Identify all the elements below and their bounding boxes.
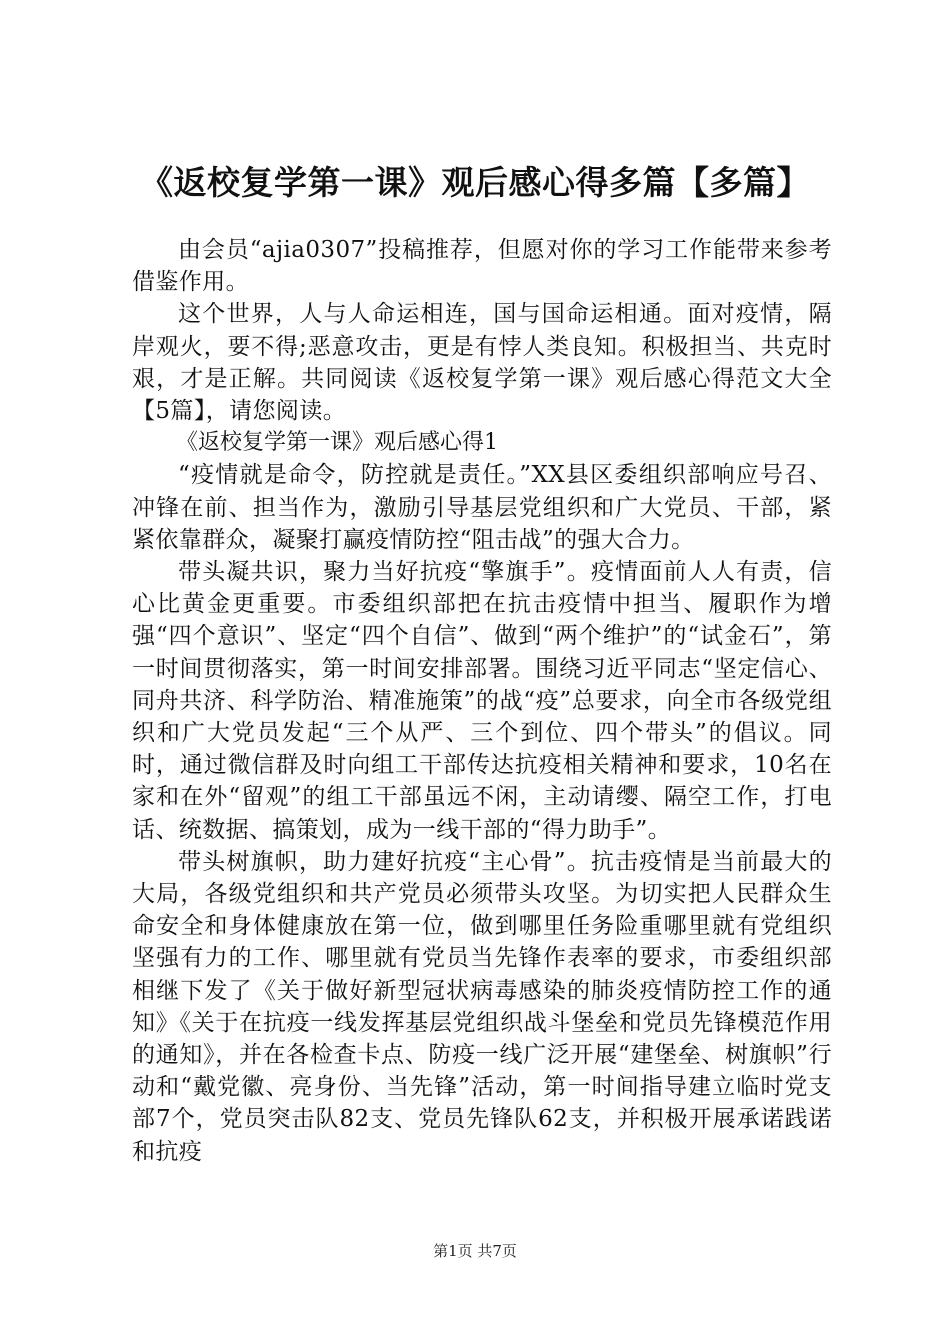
paragraph-2: 带头凝共识，聚力当好抗疫“擎旗手”。疫情面前人人有责，信心比黄金更重要。市委组织部把在抗击疫情中担当、履职作为增强“四个意识”、坚定“四个自信”、做到“两个维护”的“试金石”，第一时间贯彻落实，第一时间安排部署。围绕习近平同志“坚定信心、同舟共济、科学防治、精准施策”的战“疫”总要求，向全市各级党组织和广大党员发起“三个从严、三个到位、四个带头”的倡议。同时，通过微信群及时向组工干部传达抗疫相关精神和要求，10名在家和在外“留观”的组工干部虽远不闲，主动请缨、隔空工作，打电话、统数据、搞策划，成为一线干部的“得力助手”。 <box>132 559 832 843</box>
paragraph-intro: 这个世界，人与人命运相连，国与国命运相通。面对疫情，隔岸观火，要不得;恶意攻击，更是有悖人类良知。积极担当、共克时艰，才是正解。共同阅读《返校复学第一课》观后感心得范文大全【5篇】，请您阅读。 <box>132 301 832 425</box>
page-footer: 第1页 共7页 <box>433 1242 517 1260</box>
section-heading-1: 《返校复学第一课》观后感心得1 <box>176 430 498 456</box>
paragraph-3: 带头树旗帜，助力建好抗疫“主心骨”。抗击疫情是当前最大的大局，各级党组织和共产党员必须带头攻坚。为切实把人民群众生命安全和身体健康放在第一位，做到哪里任务险重哪里就有党组织坚强有力的工作、哪里就有党员当先锋作表率的要求，市委组织部相继下发了《关于做好新型冠状病毒感染的肺炎疫情防控工作的通知》《关于在抗疫一线发挥基层党组织战斗堡垒和党员先锋模范作用的通知》，并在各检查卡点、防疫一线广泛开展“建堡垒、树旗帜”行动和“戴党徽、亮身份、当先锋”活动，第一时间指导建立临时党支部7个，党员突击队82支、党员先锋队62支，并积极开展承诺践诺和抗疫 <box>132 848 832 1165</box>
document-body <box>132 234 832 1168</box>
paragraph-source-note: 由会员“ajia0307”投稿推荐，但愿对你的学习工作能带来参考借鉴作用。 <box>132 237 832 296</box>
document-title: 《返校复学第一课》观后感心得多篇【多篇】 <box>140 163 810 202</box>
paragraph-1: “疫情就是命令，防控就是责任。”XX县区委组织部响应号召、冲锋在前、担当作为，激励引导基层党组织和广大党员、干部，紧紧依靠群众，凝聚打赢疫情防控“阻击战”的强大合力。 <box>132 462 832 553</box>
